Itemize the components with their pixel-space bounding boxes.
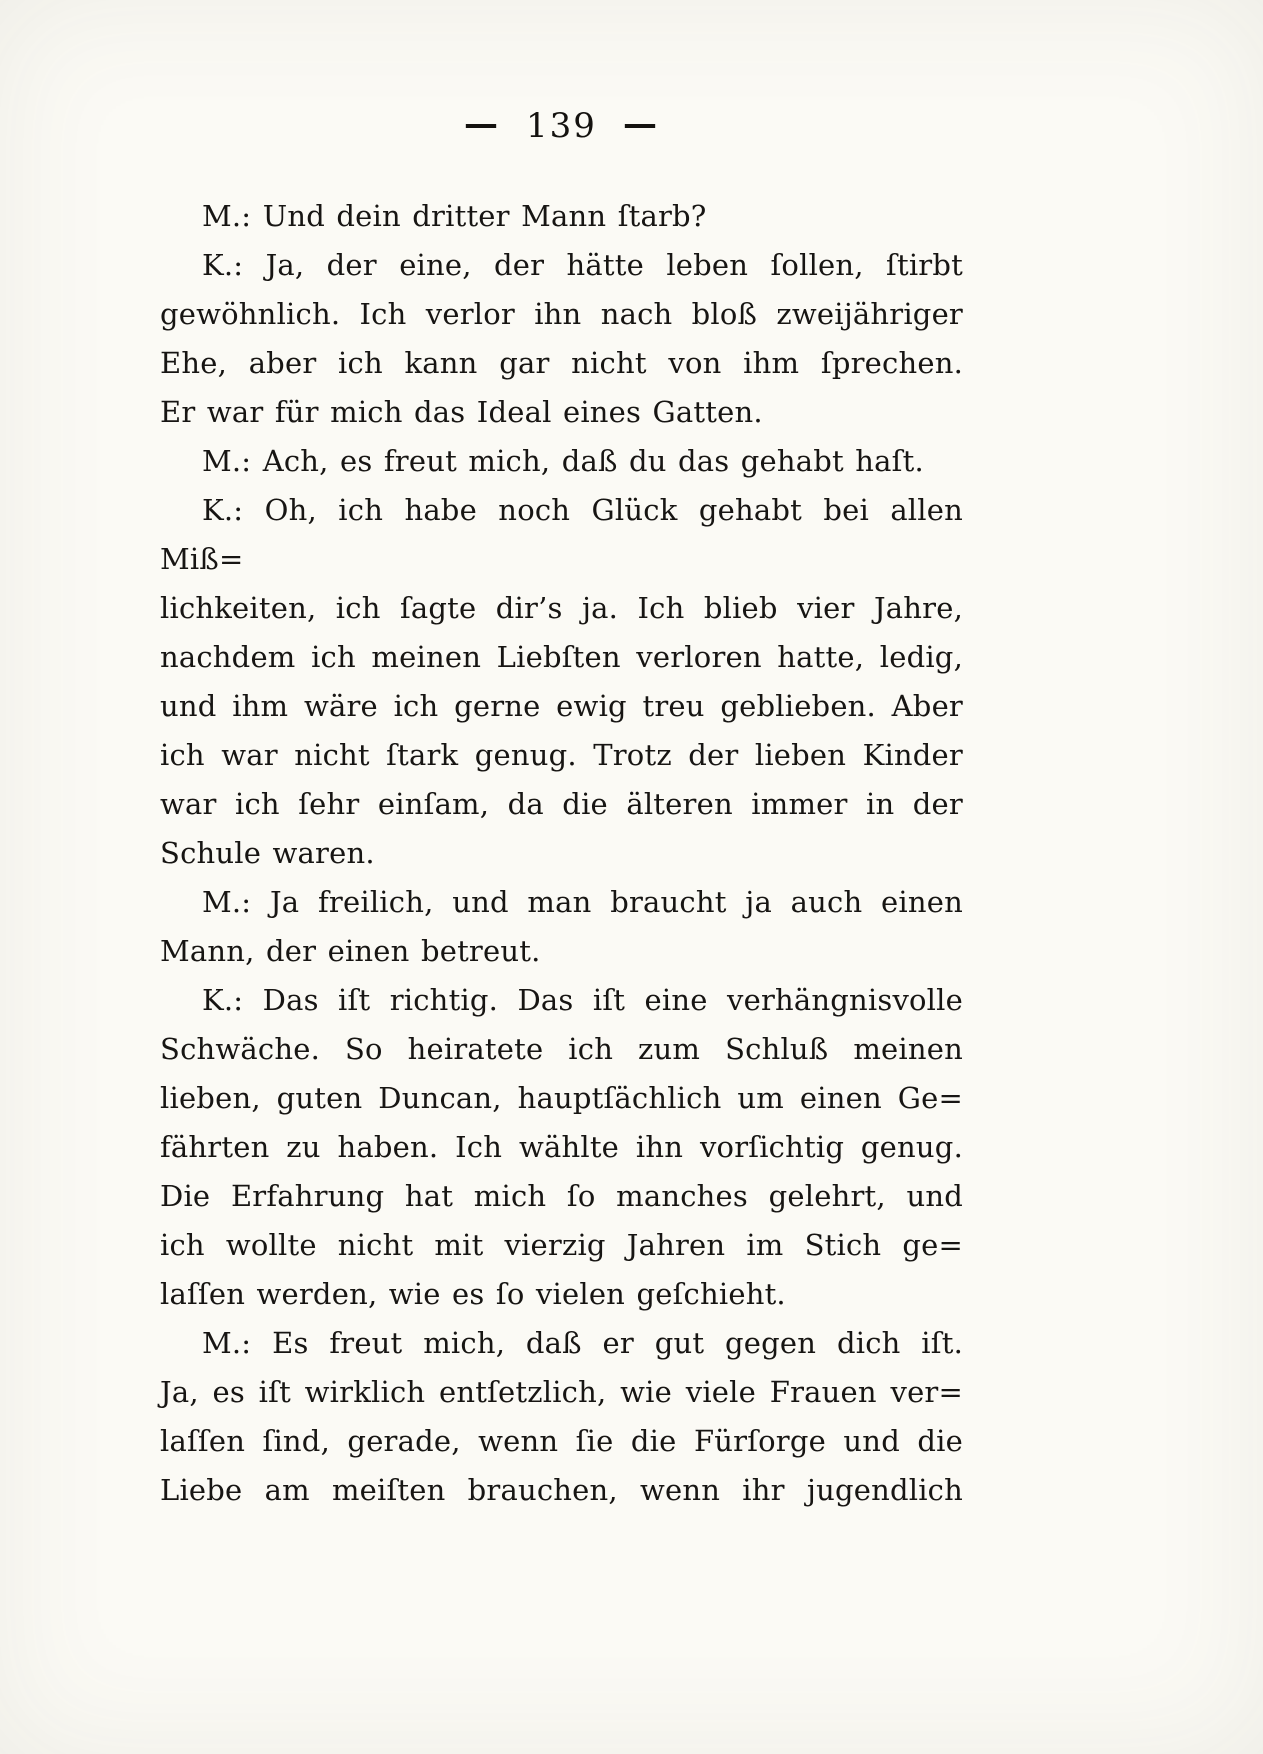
text-line: Mann, der einen betreut. xyxy=(160,934,541,968)
text-line: gewöhnlich. Ich verlor ihn nach bloß zweijähriger xyxy=(160,297,963,331)
text-line: fährten zu haben. Ich wählte ihn vorſichtig genug. xyxy=(160,1130,963,1164)
paragraph xyxy=(160,878,963,976)
text-line: laſſen werden, wie es ſo vielen geſchieht. xyxy=(160,1277,786,1311)
text-line: M.: Es freut mich, daß er gut gegen dich iſt. xyxy=(202,1326,963,1360)
page-content xyxy=(160,106,963,1515)
text-line: Die Erfahrung hat mich ſo manches gelehrt, und xyxy=(160,1179,963,1213)
text-line: M.: Und dein dritter Mann ſtarb? xyxy=(202,199,707,233)
text-line: K.: Ja, der eine, der hätte leben ſollen, ſtirbt xyxy=(202,248,963,282)
text-line: Schwäche. So heiratete ich zum Schluß meinen xyxy=(160,1032,963,1066)
text-line: Ehe, aber ich kann gar nicht von ihm ſprechen. xyxy=(160,346,963,380)
text-line: Er war für mich das Ideal eines Gatten. xyxy=(160,395,763,429)
paragraph xyxy=(160,241,963,437)
text-line: laſſen ſind, gerade, wenn ſie die Fürſorge und die xyxy=(160,1424,963,1458)
text-line: K.: Das iſt richtig. Das iſt eine verhängnisvolle xyxy=(202,983,963,1017)
text-line: Schule waren. xyxy=(160,836,375,870)
text-line: M.: Ja freilich, und man braucht ja auch einen xyxy=(202,885,963,919)
text-block xyxy=(160,192,963,1515)
header-left-dash: — xyxy=(464,104,501,144)
page-header xyxy=(160,106,963,146)
paragraph xyxy=(160,437,963,486)
paragraph xyxy=(160,976,963,1319)
text-line: Ja, es iſt wirklich entſetzlich, wie viele Frauen ver= xyxy=(160,1375,963,1409)
page-number: 139 xyxy=(526,106,597,146)
paragraph xyxy=(160,486,963,878)
paragraph xyxy=(160,1319,963,1515)
text-line: lichkeiten, ich ſagte dir’s ja. Ich blieb vier Jahre, xyxy=(160,591,963,625)
header-right-dash: — xyxy=(622,104,659,144)
text-line: und ihm wäre ich gerne ewig treu geblieben. Aber xyxy=(160,689,963,723)
text-line: K.: Oh, ich habe noch Glück gehabt bei allen Miß= xyxy=(160,493,963,576)
text-line: ich war nicht ſtark genug. Trotz der lieben Kinder xyxy=(160,738,963,772)
text-line: M.: Ach, es freut mich, daß du das gehabt haſt. xyxy=(202,444,924,478)
text-line: nachdem ich meinen Liebſten verloren hatte, ledig, xyxy=(160,640,963,674)
text-line: war ich ſehr einſam, da die älteren immer in der xyxy=(160,787,963,821)
paragraph xyxy=(160,192,963,241)
text-line: Liebe am meiſten brauchen, wenn ihr jugendlich xyxy=(160,1473,963,1507)
text-line: ich wollte nicht mit vierzig Jahren im Stich ge= xyxy=(160,1228,963,1262)
text-line: lieben, guten Duncan, hauptſächlich um einen Ge= xyxy=(160,1081,963,1115)
